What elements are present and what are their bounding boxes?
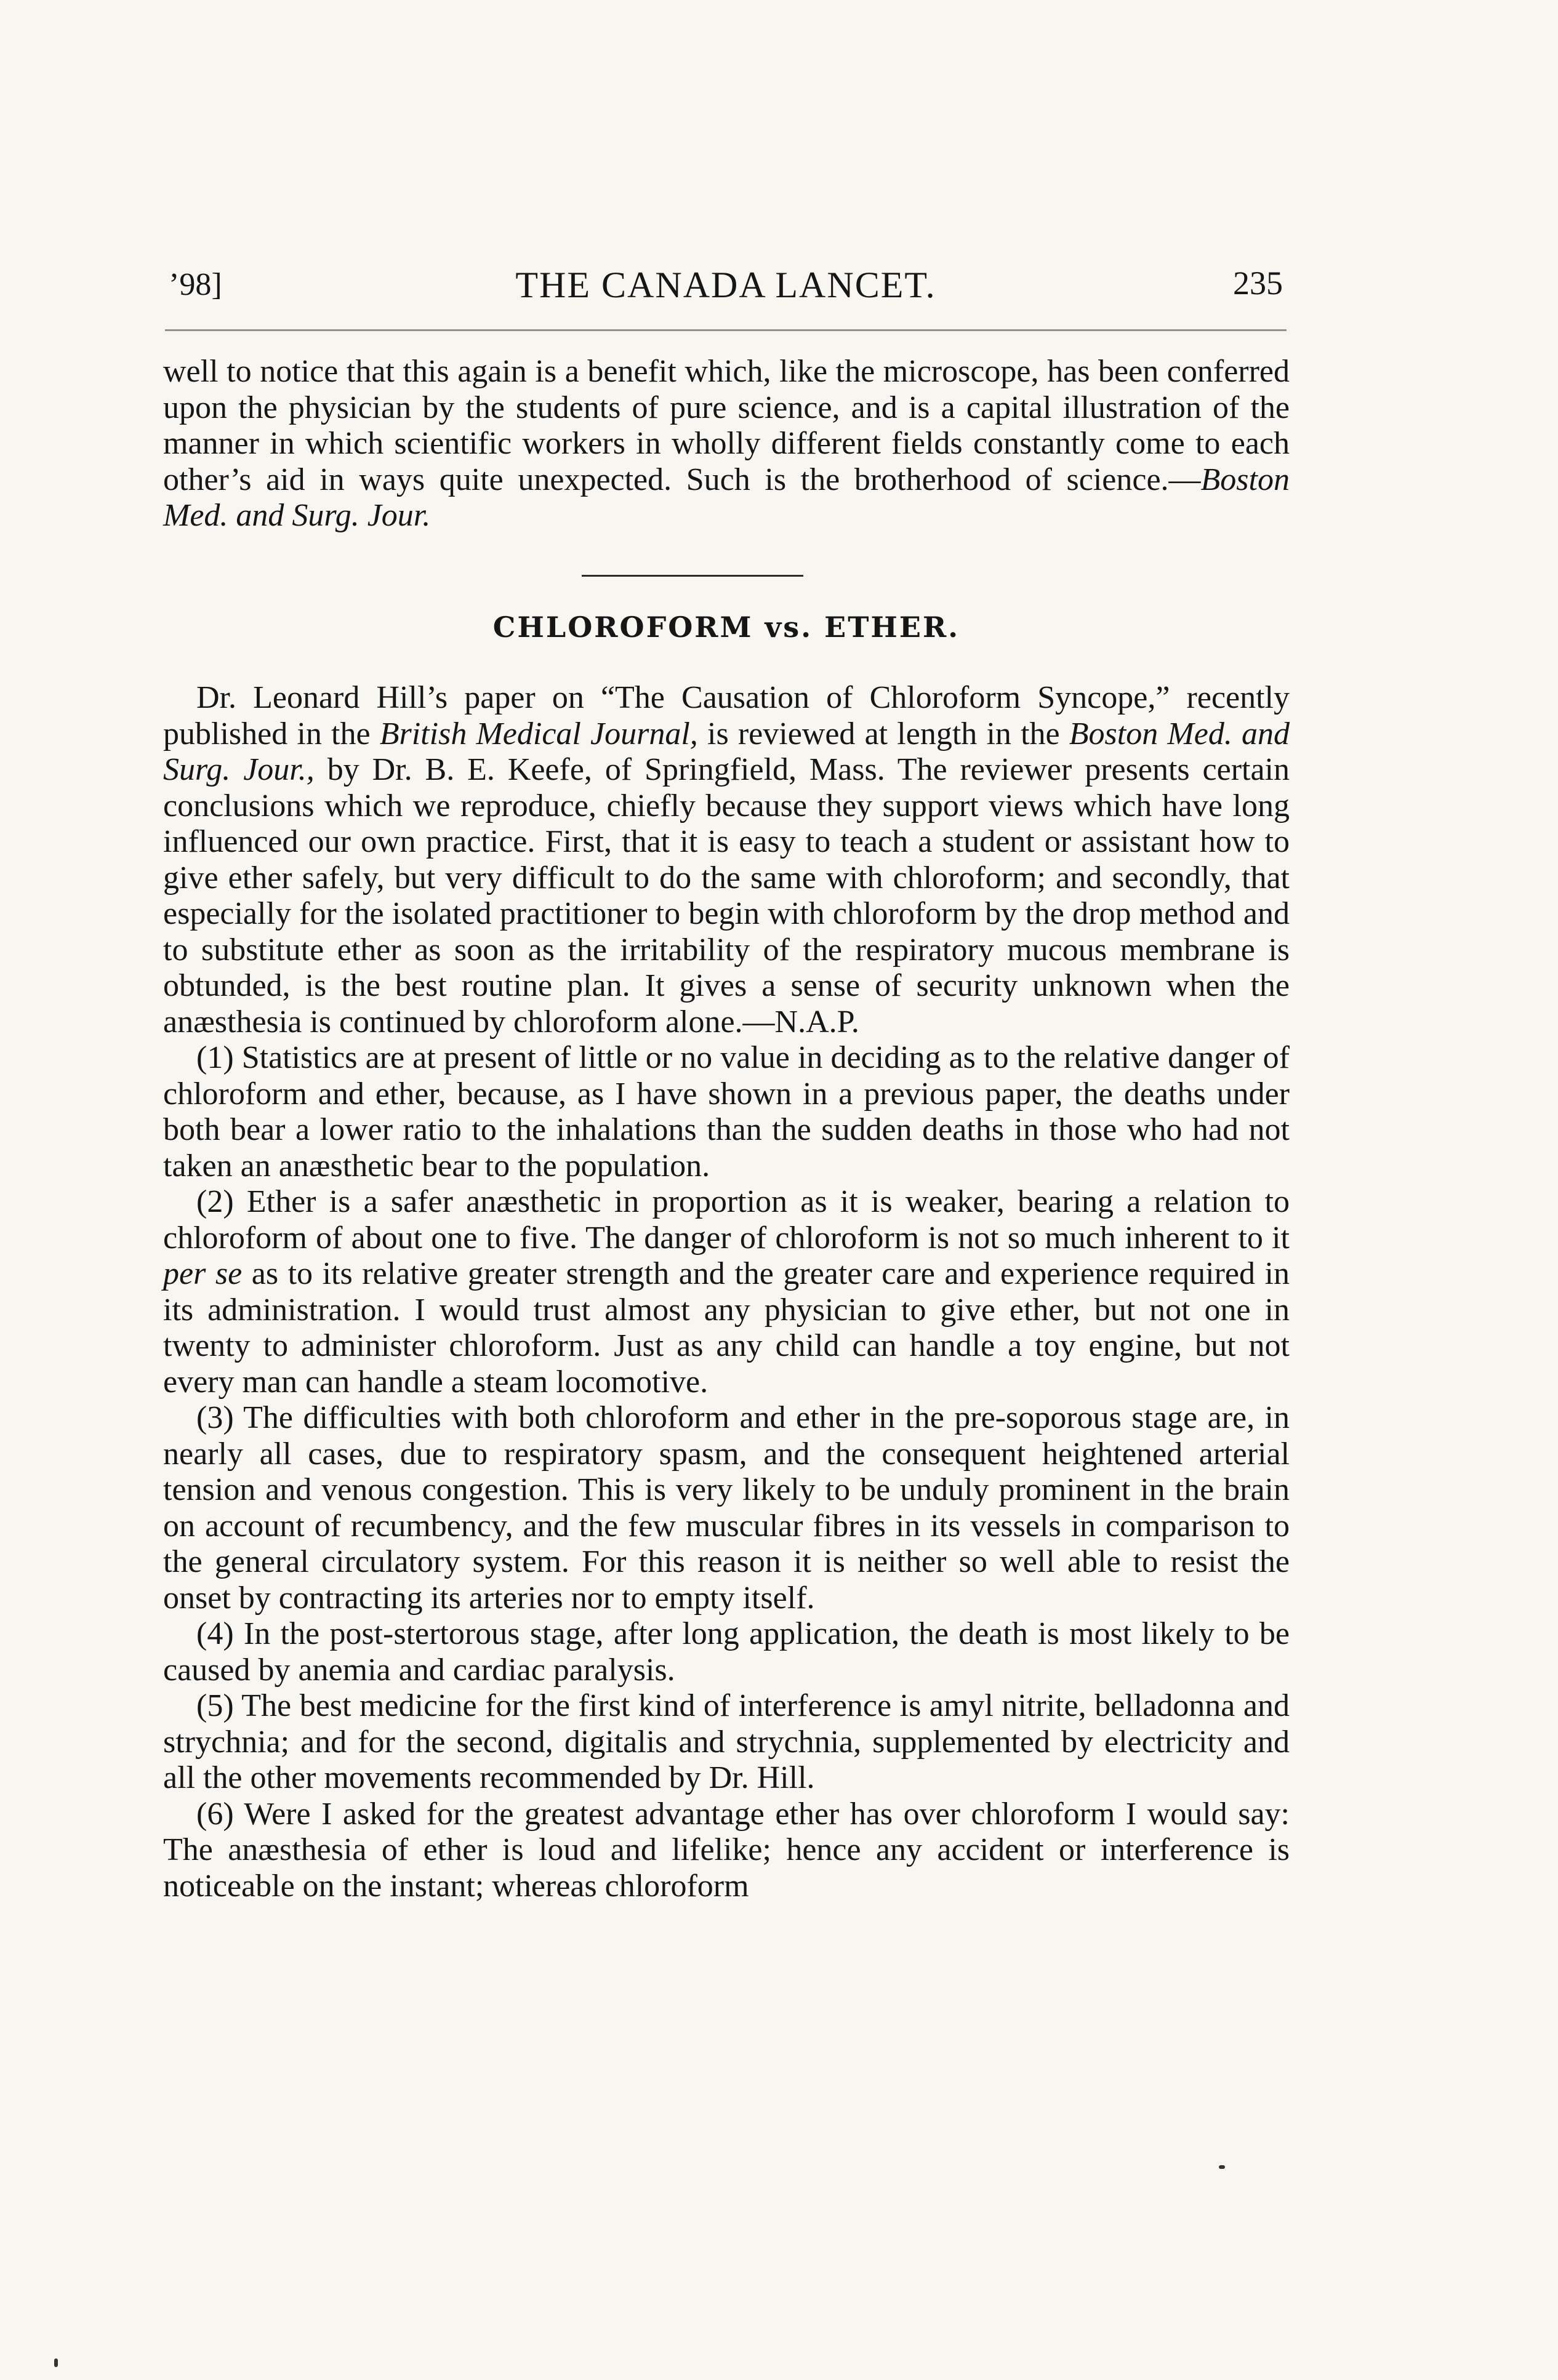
conclusion-2-text-b: as to its relative greater strength and the greater care and experience required in its administration. I would trust almost any physician to give ether, but not one in twenty to administer chloroform. Just as any child can handle a toy engine, but not every man can handle a steam locomotive. xyxy=(163,1256,1290,1400)
journal-citation-boston: Boston Med. and Surg. Jour., xyxy=(163,716,1290,787)
latin-phrase: per se xyxy=(163,1256,243,1291)
header-year: ’98] xyxy=(169,267,222,302)
print-speck xyxy=(54,2358,58,2367)
para-1-text-c: by Dr. B. E. Keefe, of Springfield, Mass. The reviewer presents certain conclusions which we reproduce, chiefly because they support views which have long influenced our own practice. First, that it is easy to teach a student or assistant how to give ether safely, but very difficult to do the same with chloroform; and secondly, that especially for the isolated practitioner to begin with chloroform by the drop method and to substitute ether as soon as the irritability of the respiratory mucous membrane is obtunded, is the best routine plan. It gives a sense of security unknown when the anæsthesia is continued by chloroform alone.—N.A.P. xyxy=(163,752,1290,1040)
conclusion-2 xyxy=(163,1184,1290,1400)
article-title: CHLOROFORM vs. ETHER. xyxy=(492,611,960,644)
header-rule xyxy=(165,329,1287,331)
header-page-number: 235 xyxy=(1233,265,1283,302)
article-body xyxy=(163,680,1290,1904)
conclusion-6: (6) Were I asked for the greatest advantage ether has over chloroform I would say: The anæsthesia of ether is loud and lifelike; hence any accident or interference is noticeable on the instant; whereas chloroform xyxy=(163,1796,1290,1904)
para-1-text-b: is reviewed at length in the xyxy=(697,716,1069,751)
article-paragraph-intro xyxy=(163,680,1290,1040)
header-journal-title: THE CANADA LANCET. xyxy=(515,265,936,305)
running-header xyxy=(165,262,1287,311)
conclusion-4: (4) In the post-stertorous stage, after long application, the death is most likely to be caused by anemia and cardiac paralysis. xyxy=(163,1616,1290,1688)
conclusion-5: (5) The best medicine for the first kind of interference is amyl nitrite, belladonna and strychnia; and for the second, digitalis and strychnia, supplemented by electricity and all the other movements recommended by Dr. Hill. xyxy=(163,1688,1290,1795)
conclusion-2-text-a: (2) Ether is a safer anæsthetic in proportion as it is weaker, bearing a relation to chloroform of about one to five. The danger of chloroform is not so much inherent to it xyxy=(163,1184,1290,1256)
intro-text: well to notice that this again is a benefit which, like the microscope, has been conferred upon the physician by the students of pure science, and is a capital illustration of the manner in which scientific workers in wholly different fields constantly come to each other’s aid in ways quite unexpected. Such is the brotherhood of science.— xyxy=(163,354,1290,497)
conclusion-3: (3) The difficulties with both chloroform and ether in the pre-soporous stage are, in nearly all cases, due to respiratory spasm, and the consequent heightened arterial tension and venous congestion. This is very likely to be unduly prominent in the brain on account of recumbency, and the few muscular fibres in its vessels in comparison to the general circulatory system. For this reason it is neither so well able to resist the onset by contracting its arteries nor to empty itself. xyxy=(163,1400,1290,1616)
para-1-text-a: Dr. Leonard Hill’s paper on “The Causation of Chloroform Syncope,” recently published in the xyxy=(163,680,1290,751)
intro-source: Boston Med. and Surg. Jour. xyxy=(163,462,1290,533)
intro-paragraph xyxy=(163,354,1290,534)
journal-citation-bmj: British Medical Journal, xyxy=(379,716,698,751)
conclusion-1: (1) Statistics are at present of little or no value in deciding as to the relative danger of chloroform and ether, because, as I have shown in a previous paper, the deaths under both bear a lower ratio to the inhalations than the sudden deaths in those who had not taken an anæsthetic bear to the population. xyxy=(163,1040,1290,1184)
print-speck xyxy=(1219,2165,1225,2169)
section-divider xyxy=(582,575,803,577)
